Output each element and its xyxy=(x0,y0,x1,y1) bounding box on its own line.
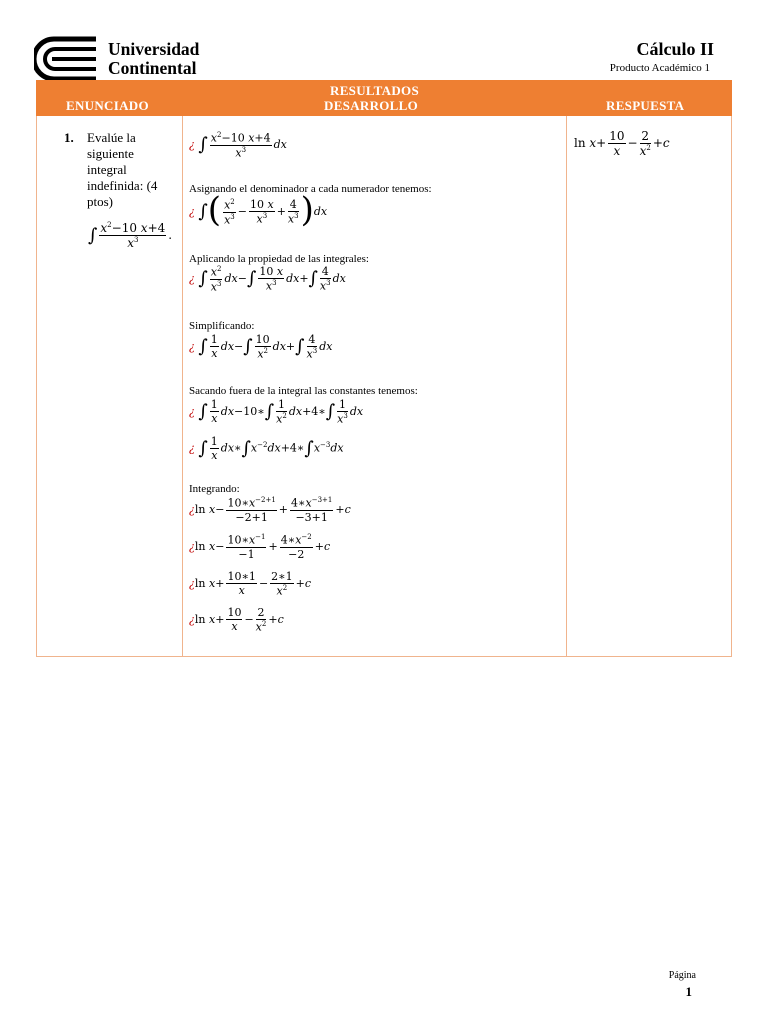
col-resultados: RESULTADOS xyxy=(330,83,419,98)
page-label: Página xyxy=(668,970,696,981)
col-desarrollo: DESARROLLO xyxy=(324,98,419,113)
step-2-text: Aplicando la propiedad de las integrales: xyxy=(189,253,369,265)
step-3-expr: ¿ ∫ $\frac{1}{x}$ dx−∫ $\frac{10}{x^2}$ dx+∫ $\frac{4}{x^3}$ dx xyxy=(189,333,333,361)
question-text: Evalúe la siguiente integral indefinida: (4 ptos) xyxy=(87,130,158,209)
column-divider xyxy=(566,116,567,657)
step-4-expr-b: ¿ ∫ $\frac{1}{x}$ $dx∗\int x^{-2}dx+4∗\int x^{-3}dx$ xyxy=(189,435,344,462)
step-1-text: Asignando el denominador a cada numerador tenemos: xyxy=(189,183,432,195)
step-5-expr-c: ¿ln x+ $\frac{10∗1}{x}$ − $\frac{2∗1}{x^2}$ +c xyxy=(189,570,312,598)
step-4-expr-a: ¿ ∫ $\frac{1}{x}$ dx−10∗∫ $\frac{1}{x^2}$ dx+4∗∫ $\frac{1}{x^3}$ dx xyxy=(189,398,364,426)
university-name xyxy=(108,40,199,78)
column-divider xyxy=(182,116,183,657)
step-3-text: Simplificando: xyxy=(189,320,255,332)
question-integral: ∫ $\frac{x^2-10 x+4}{x^3}$ . xyxy=(88,221,173,250)
step-1-expr: ¿ ∫( $\frac{x^2}{x^3}$ − $\frac{10 x}{x^3}$ + $\frac{4}{x^3}$ )dx xyxy=(189,190,328,230)
question-number: 1. xyxy=(64,130,74,145)
table-header xyxy=(36,80,732,116)
step-5-expr-a: ¿ln x− $\frac{10∗x^{-2+1}}{-2+1}$ + $\frac{4∗x^{-3+1}}{-3+1}$ +c xyxy=(189,496,351,524)
step-4-text: Sacando fuera de la integral las constantes tenemos: xyxy=(189,385,418,397)
university-line1: Universidad xyxy=(108,39,200,59)
col-respuesta: RESPUESTA xyxy=(606,98,685,113)
step-0-expr: ¿ ∫ $\frac{x^2-10 x+4}{x^3}$ dx xyxy=(189,131,287,160)
step-5-expr-d: ¿ln x+ $\frac{10}{x}$ − $\frac{2}{x^2}$ +c xyxy=(189,606,284,634)
col-enunciado: ENUNCIADO xyxy=(66,98,149,113)
step-5-expr-b: ¿ln x− $\frac{10∗x^{-1}}{-1}$ + $\frac{4∗x^{-2}}{-2}$ +c xyxy=(189,533,331,561)
course-title: Cálculo II xyxy=(636,39,714,59)
university-logo-icon xyxy=(34,36,98,82)
step-5-text: Integrando: xyxy=(189,483,240,495)
final-answer: ln x+ $\frac{10}{x}$ − $\frac{2}{x^2}$ +c xyxy=(574,129,670,158)
page-number: 1 xyxy=(685,984,692,999)
product-label: Producto Académico 1 xyxy=(609,62,710,74)
step-2-expr: ¿ ∫ $\frac{x^2}{x^3}$ dx−∫ $\frac{10 x}{x^3}$ dx+∫ $\frac{4}{x^3}$ dx xyxy=(189,265,346,294)
university-line2: Continental xyxy=(108,58,197,78)
